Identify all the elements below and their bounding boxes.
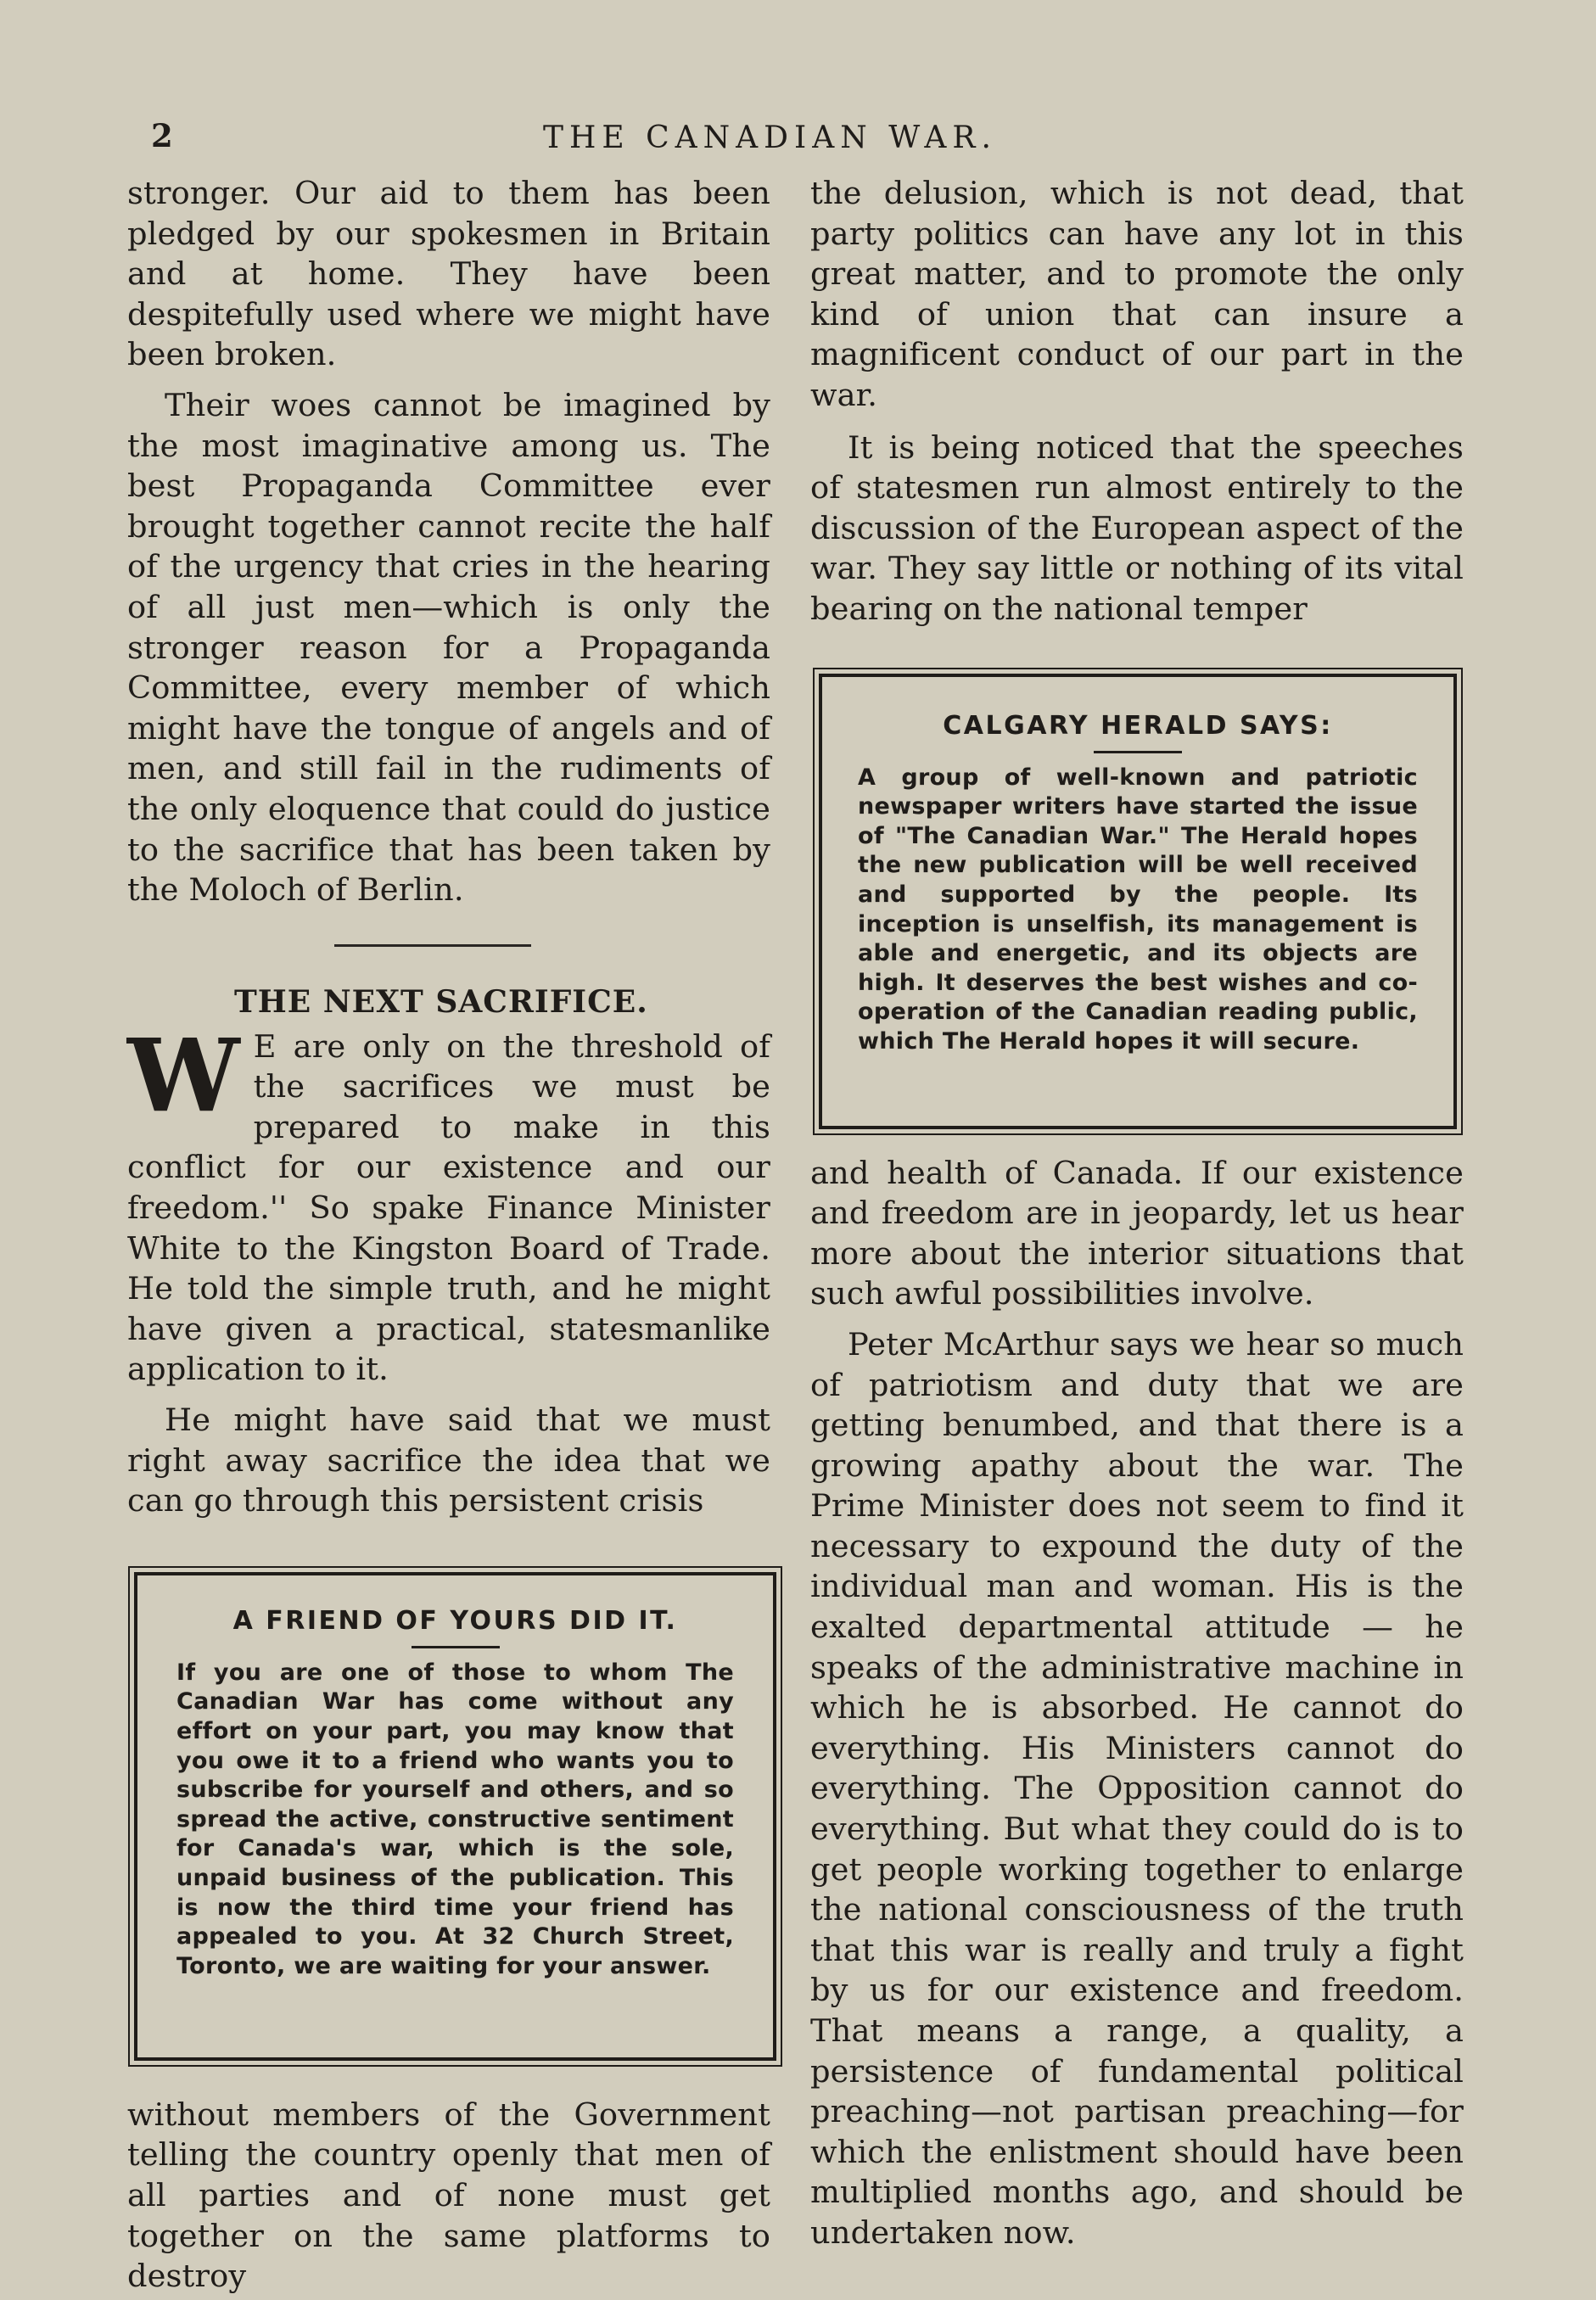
- page-number: 2: [151, 117, 173, 154]
- running-head: THE CANADIAN WAR.: [543, 120, 997, 155]
- calgary-box-rule: [1094, 751, 1182, 753]
- left-paragraph-5: without members of the Government telling the country openly that men of all parties and of none must get together on the same platforms to destroy: [127, 2096, 770, 2295]
- right-paragraph-3: and health of Canada. If our existence and freedom are in jeopardy, let us hear more about the interior situations that such awful possibilities involve.: [810, 1154, 1464, 1312]
- left-column: [127, 173, 770, 2297]
- left-paragraph-3-text: E are only on the threshold of the sacrifices we must be prepared to make in this conflict for our existence and our freedom.'' So spake Finance Minister White to the Kingston Board of Trade. He told the simple truth, and he might have given a practical, statesmanlike application to it.: [127, 1027, 770, 1388]
- section-heading: THE NEXT SACRIFICE.: [234, 983, 648, 1020]
- right-paragraph-2: It is being noticed that the speeches of statesmen run almost entirely to the discussion of the European aspect of the war. They say little or nothing of its vital bearing on the national temper: [810, 428, 1464, 627]
- friend-box: [134, 1572, 776, 2061]
- friend-box-text: If you are one of those to whom The Canadian War has come without any effort on your part, you may know that you owe it to a friend who wants you to subscribe for yourself and others, and so spread the active, constructive sentiment for Canada's war, which is the sole, unpaid business of the publication. This is now the third time your friend has appealed to you. At 32 Church Street, Toronto, we are waiting for your answer.: [176, 1659, 734, 1979]
- calgary-box-text: A group of well-known and patriotic newspaper writers have started the issue of "The Canadian War." The Herald hopes the new publication will be well received and supported by the people. Its inception is unselfish, its management is able and energetic, and its objects are high. It deserves the best wishes and co-operation of the Canadian reading public, which The Herald hopes it will secure.: [858, 764, 1418, 1055]
- calgary-box: [819, 674, 1457, 1129]
- calgary-box-title: CALGARY HERALD SAYS:: [943, 710, 1333, 741]
- right-column: [810, 173, 1464, 2253]
- right-paragraph-1: the delusion, which is not dead, that party politics can have any lot in this great matter, and to promote the only kind of union that can insure a magnificent conduct of our part in the war.: [810, 175, 1464, 413]
- left-paragraph-3: [127, 1016, 770, 1390]
- drop-cap: W: [127, 1016, 240, 1134]
- section-divider: [334, 944, 531, 947]
- right-paragraph-4: Peter McArthur says we hear so much of patriotism and duty that we are getting benumbed, and that there is a growing apathy about the war. The Prime Minister does not seem to find it necessary to expound the duty of the individual man and woman. His is the exalted departmental attitude — he speaks of the administrative machine in which he is absorbed. He cannot do everything. His Ministers cannot do everything. The Opposition cannot do everything. But what they could do is to get people working together to enlarge the national consciousness of the truth that this war is really and truly a fight by us for our existence and freedom. That means a range, a quality, a persistence of fundamental political preaching—not partisan preaching—for which the enlistment should have been multiplied months ago, and should be undertaken now.: [810, 1325, 1464, 2251]
- left-paragraph-2: Their woes cannot be imagined by the most imaginative among us. The best Propaganda Committee ever brought together cannot recite the half of the urgency that cries in the hearing of all just men—which is only the stronger reason for a Propaganda Committee, every member of which might have the tongue of angels and of men, and still fail in the rudiments of the only eloquence that could do justice to the sacrifice that has been taken by the Moloch of Berlin.: [127, 386, 770, 909]
- friend-box-rule: [412, 1646, 500, 1648]
- friend-box-title: A FRIEND OF YOURS DID IT.: [232, 1605, 678, 1636]
- left-paragraph-1: stronger. Our aid to them has been pledged by our spokesmen in Britain and at home. They have been despitefully used where we might have been broken.: [127, 175, 770, 373]
- left-paragraph-4: He might have said that we must right away sacrifice the idea that we can go through this persistent crisis: [127, 1402, 770, 1519]
